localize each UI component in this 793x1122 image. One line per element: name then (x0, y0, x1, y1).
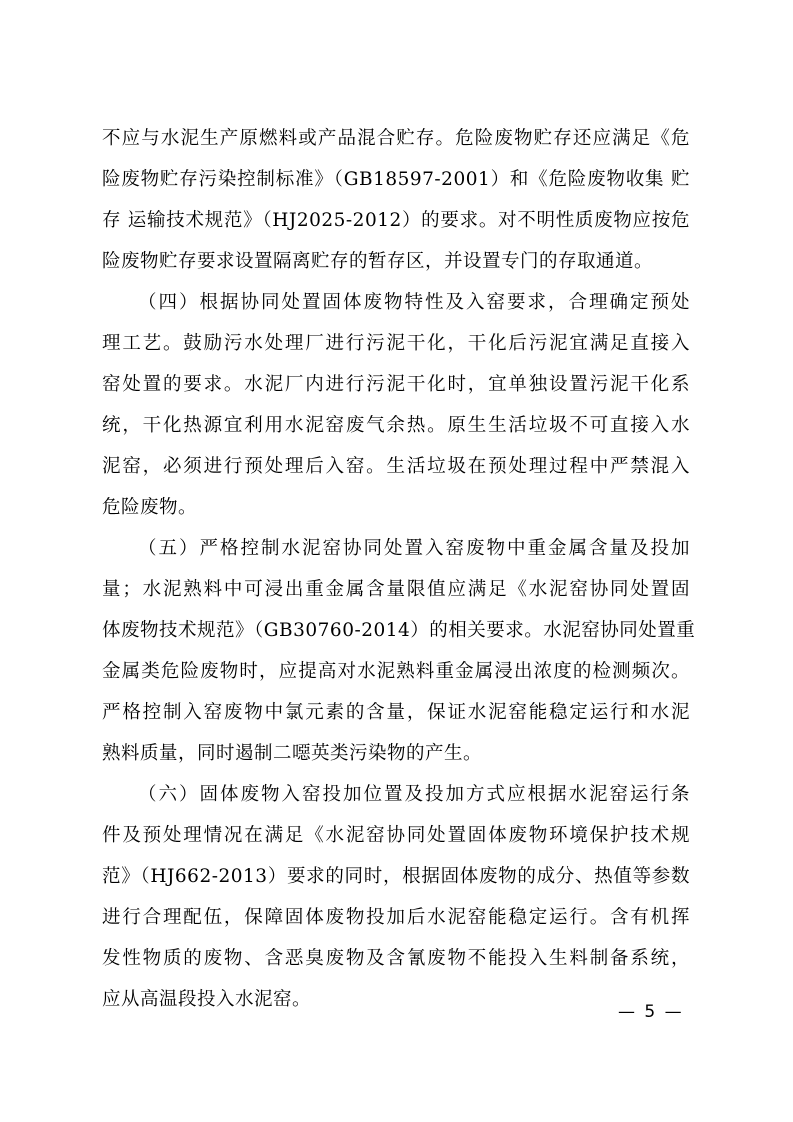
text-line: 窑处置的要求。水泥厂内进行污泥干化时，宜单独设置污泥干化系 (102, 374, 690, 395)
text-line: 进行合理配伍，保障固体废物投加后水泥窑能稳定运行。含有机挥 (102, 907, 690, 928)
paragraph-4-first-line: （四）根据协同处置固体废物特性及入窑要求，合理确定预处 (138, 292, 690, 313)
text-line: 泥窑，必须进行预处理后入窑。生活垃圾在预处理过程中严禁混入 (102, 456, 690, 477)
text-line: 存 运输技术规范》（HJ2025-2012）的要求。对不明性质废物应按危 (102, 210, 690, 231)
text-line: 金属类危险废物时，应提高对水泥熟料重金属浸出浓度的检测频次。 (102, 661, 690, 682)
text-line: 件及预处理情况在满足《水泥窑协同处置固体废物环境保护技术规 (102, 825, 690, 846)
paragraph-5-first-line: （五）严格控制水泥窑协同处置入窑废物中重金属含量及投加 (138, 538, 690, 559)
text-line: 不应与水泥生产原燃料或产品混合贮存。危险废物贮存还应满足《危 (102, 128, 690, 149)
text-line: 严格控制入窑废物中氯元素的含量，保证水泥窑能稳定运行和水泥 (102, 702, 690, 723)
paragraph-6-first-line: （六）固体废物入窑投加位置及投加方式应根据水泥窑运行条 (138, 784, 690, 805)
text-line: 应从高温段投入水泥窑。 (102, 989, 312, 1010)
text-line: 体废物技术规范》（GB30760-2014）的相关要求。水泥窑协同处置重 (102, 620, 696, 641)
text-line: 险废物贮存要求设置隔离贮存的暂存区，并设置专门的存取通道。 (102, 251, 654, 272)
body-text (102, 118, 696, 1020)
text-line: 熟料质量，同时遏制二噁英类污染物的产生。 (102, 743, 483, 764)
text-line: 理工艺。鼓励污水处理厂进行污泥干化，干化后污泥宜满足直接入 (102, 333, 690, 354)
page-number: — 5 — (618, 1002, 684, 1022)
text-line: 发性物质的废物、含恶臭废物及含氰废物不能投入生料制备系统， (102, 948, 690, 969)
text-line: 量；水泥熟料中可浸出重金属含量限值应满足《水泥窑协同处置固 (102, 579, 690, 600)
text-line: 统，干化热源宜利用水泥窑废气余热。原生生活垃圾不可直接入水 (102, 415, 690, 436)
text-line: 危险废物。 (102, 497, 198, 518)
text-line: 范》（HJ662-2013）要求的同时，根据固体废物的成分、热值等参数 (102, 866, 690, 887)
text-line: 险废物贮存污染控制标准》（GB18597-2001）和《危险废物收集 贮 (102, 169, 690, 190)
